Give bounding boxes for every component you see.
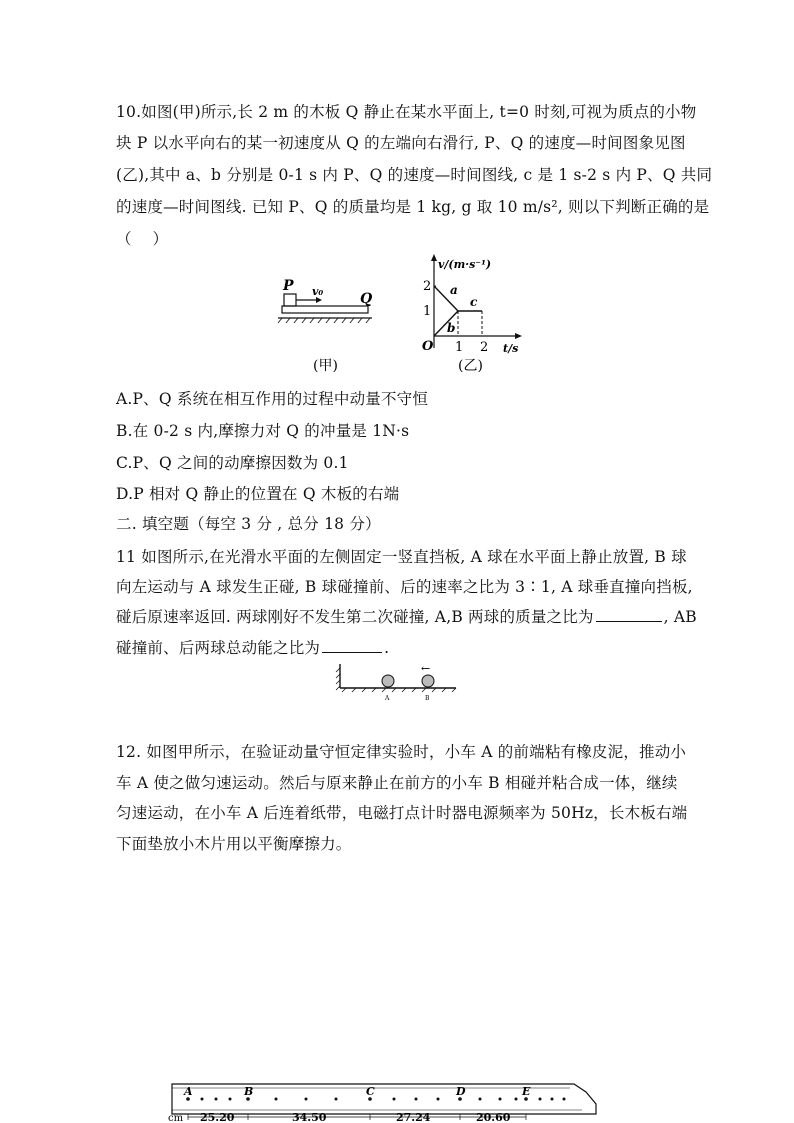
ground-hatch [278, 318, 370, 323]
y-axis-arrow [431, 254, 437, 261]
q12-line-1: 12. 如图甲所示，在验证动量守恒定律实验时，小车 A 的前端粘有橡皮泥，推动小 [116, 743, 687, 761]
label-q: Q [360, 291, 373, 307]
tape-segment-ab: 25.20 [200, 1111, 235, 1122]
caption-jia: (甲) [313, 358, 338, 374]
q12-line-3: 匀速运动，在小车 A 后连着纸带，电磁打点计时器电源频率为 50Hz，长木板右端 [116, 804, 688, 822]
ball-a-label: A [385, 695, 390, 702]
q11-line-3 [116, 605, 697, 627]
q11-line-4-end: . [384, 639, 390, 657]
ball-a [382, 675, 394, 687]
paper-tape-figure [166, 1078, 606, 1122]
q12-line-4: 下面垫放小木片用以平衡摩擦力。 [116, 835, 352, 853]
ball-b [422, 675, 434, 687]
q11-line-4 [116, 636, 389, 658]
board-q [282, 306, 368, 313]
option-a: A.P、Q 系统在相互作用的过程中动量不守恒 [116, 390, 429, 408]
section-heading: 二. 填空题（每空 3 分 , 总分 18 分） [116, 515, 381, 533]
tape-segment-de: 20.60 [476, 1111, 511, 1122]
x-axis-arrow [515, 333, 522, 339]
q10-line-5: （ ） [116, 230, 169, 248]
y-tick-1: 1 [423, 304, 432, 319]
q11-line-3-end: , AB [663, 608, 697, 626]
label-p: P [283, 278, 294, 294]
figure-jia [272, 276, 382, 376]
origin-label: O [422, 339, 434, 354]
tape-point-b: B [244, 1085, 254, 1098]
tape-segment-cd: 27.24 [396, 1111, 431, 1122]
line-label-b: b [447, 321, 456, 335]
q11-line-1: 11 如图所示,在光滑水平面的左侧固定一竖直挡板, A 球在水平面上静止放置, B 球 [116, 548, 687, 566]
tape-point-e: E [522, 1085, 531, 1098]
caption-yi: (乙) [458, 358, 483, 374]
q12-line-2: 车 A 使之做匀速运动。然后与原来静止在前方的小车 B 相碰并粘合成一体，继续 [116, 774, 678, 792]
line-label-c: c [470, 295, 478, 309]
option-d: D.P 相对 Q 静止的位置在 Q 木板的右端 [116, 485, 400, 503]
ball-b-arrow: ← [421, 662, 431, 675]
tape-outline [172, 1084, 596, 1114]
q11-line-2: 向左运动与 A 球发生正碰, B 球碰撞前、后的速率之比为 3∶1, A 球垂直撞向挡板, [116, 578, 693, 596]
x-tick-2: 2 [480, 340, 489, 355]
figure-yi-chart [418, 252, 528, 378]
option-b: B.在 0-2 s 内,摩擦力对 Q 的冲量是 1N·s [116, 422, 410, 440]
q10-line-2: 块 P 以水平向右的某一初速度从 Q 的左端向右滑行, P、Q 的速度—时间图象见图 [116, 134, 686, 152]
x-tick-1: 1 [455, 340, 464, 355]
q10-line-3: (乙),其中 a、b 分别是 0-1 s 内 P、Q 的速度—时间图线, c 是 1 s-2 s 内 P、Q 共同 [116, 166, 713, 184]
figure-q11 [332, 660, 462, 704]
q11-line-4-text: 碰撞前、后两球总动能之比为 [116, 639, 321, 657]
line-label-a: a [450, 283, 458, 297]
tape-point-c: C [366, 1085, 375, 1098]
y-tick-2: 2 [423, 279, 432, 294]
label-v0: v₀ [312, 285, 324, 298]
tape-point-d: D [456, 1085, 466, 1098]
tape-point-a: A [184, 1085, 193, 1098]
x-axis-label: t/s [503, 342, 519, 355]
ball-b-label: B [425, 695, 430, 702]
tape-unit: cm [168, 1113, 184, 1122]
y-axis-label: v/(m·s⁻¹) [438, 258, 492, 271]
q10-line-1: 10.如图(甲)所示,长 2 m 的木板 Q 静止在某水平面上, t=0 时刻,可视为质点的小物 [116, 103, 697, 121]
answer-blank-mass-ratio[interactable] [596, 607, 662, 622]
answer-blank-energy-ratio[interactable] [322, 638, 382, 653]
block-p [284, 294, 296, 306]
q10-line-4: 的速度—时间图线. 已知 P、Q 的质量均是 1 kg, g 取 10 m/s², 则以下判断正确的是 [116, 198, 710, 216]
tape-segment-bc: 34.50 [292, 1111, 327, 1122]
q11-line-3-text: 碰后原速率返回. 两球刚好不发生第二次碰撞, A,B 两球的质量之比为 [116, 608, 594, 626]
option-c: C.P、Q 之间的动摩擦因数为 0.1 [116, 454, 349, 472]
